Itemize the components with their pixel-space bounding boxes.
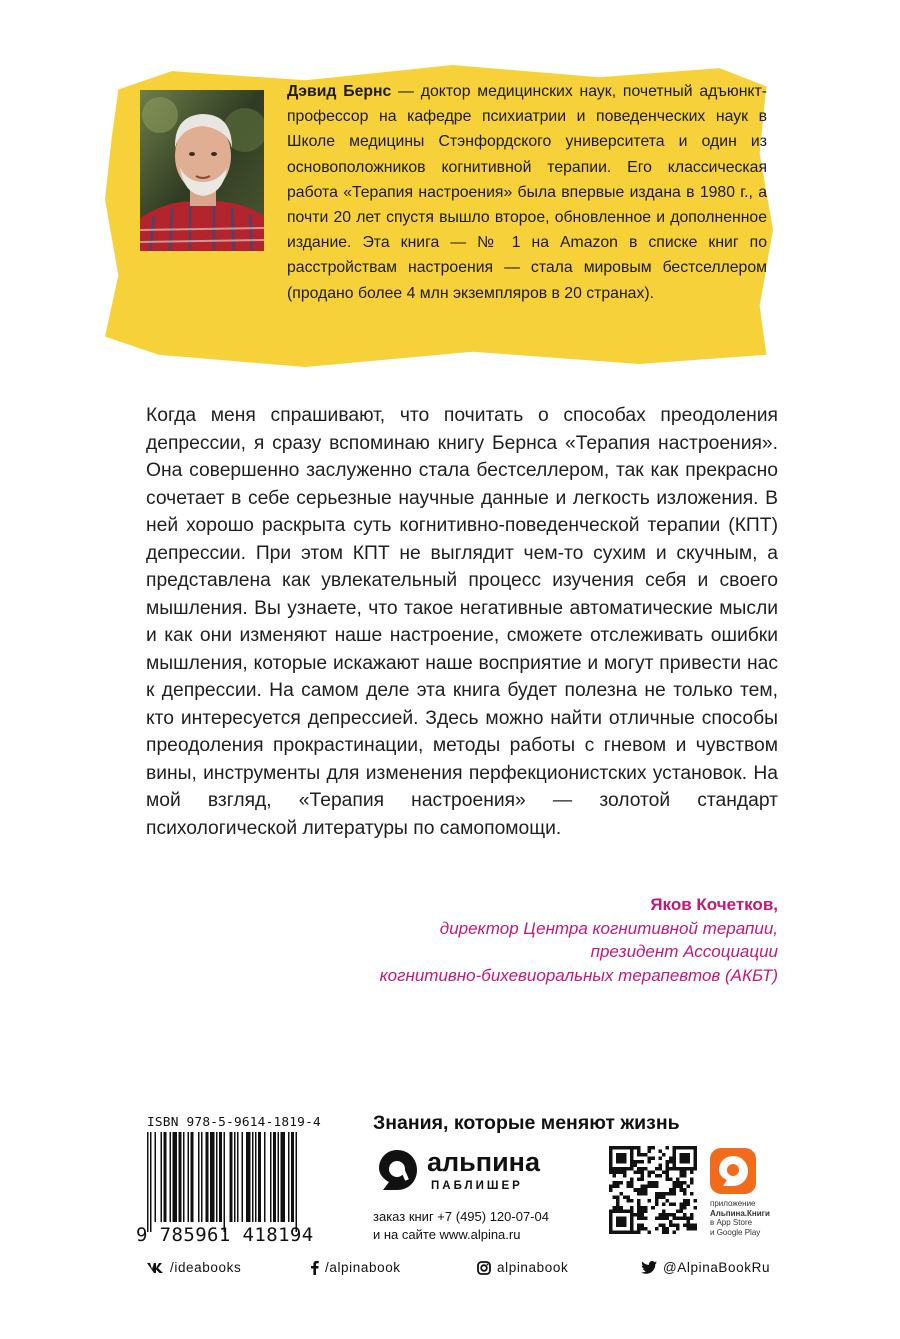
- review-signature: [258, 893, 778, 987]
- social-facebook-label: /alpinabook: [325, 1260, 401, 1275]
- publisher-tagline: Знания, которые меняют жизнь: [373, 1112, 680, 1134]
- vk-icon: [146, 1262, 164, 1274]
- social-vk-label: /ideabooks: [170, 1260, 242, 1275]
- instagram-icon: [477, 1261, 491, 1275]
- twitter-icon: [641, 1261, 657, 1274]
- social-instagram-label: alpinabook: [497, 1260, 569, 1275]
- app-store-note: [710, 1199, 790, 1237]
- app-line-3: в App Store: [710, 1218, 753, 1227]
- app-line-4: и Google Play: [710, 1227, 761, 1237]
- reviewer-role-1: директор Центра когнитивной терапии,: [439, 918, 778, 938]
- qr-code: [609, 1146, 697, 1234]
- order-site: и на сайте www.alpina.ru: [373, 1227, 521, 1242]
- publisher-logo-sub: ПАБЛИШЕР: [431, 1180, 523, 1192]
- publisher-logo-word: альпина: [427, 1147, 540, 1177]
- reviewer-role-2: президент Ассоциации: [590, 942, 778, 961]
- social-facebook[interactable]: [310, 1260, 401, 1275]
- author-name: Дэвид Бернс: [287, 83, 392, 100]
- social-instagram[interactable]: [477, 1260, 568, 1275]
- social-vk[interactable]: [146, 1260, 241, 1275]
- social-twitter-label: @AlpinaBookRu: [663, 1260, 771, 1275]
- app-line-2: Альпина.Книги: [710, 1208, 770, 1218]
- barcode: [147, 1132, 361, 1232]
- author-photo: [140, 90, 264, 251]
- review-quote: Когда меня спрашивают, что почитать о способах преодоления депрессии, я сразу вспоминаю книгу Бернса «Терапия настроения». Она совершенно заслуженно стала бестселлером, так как прекрасно сочетает в себе серьезные научные данные и легкость изложения. В ней хорошо раскрыта суть когнитивно-поведенческой терапии (КПТ) депрессии. При этом КПТ не выглядит чем-то сухим и скучным, а представлена как увлекательный процесс изучения себя и своего мышления. Вы узнаете, что такое негативные автоматические мысли и как они изменяют наше настроение, сможете отслеживать ошибки мышления, которые искажают наше восприятие и могут привести нас к депрессии. На самом деле эта книга будет полезна не только тем, кто интересуется депрессией. Здесь можно найти отличные способы преодоления прокрастинации, методы работы с гневом и чувством вины, инструменты для изменения перфекционистских установок. На мой взгляд, «Терапия настроения» — золотой стандарт психологической литературы по самопомощи.: [146, 405, 778, 839]
- reviewer-role-3: когнитивно-бихевиоральных терапевтов (АКБТ): [379, 965, 778, 985]
- publisher-logo-mark: [373, 1146, 421, 1194]
- barcode-digits: 9 785961 418194: [136, 1224, 314, 1246]
- reviewer-name: Яков Кочетков,: [650, 895, 778, 914]
- app-line-1: приложение: [710, 1199, 756, 1208]
- isbn-label: ISBN 978-5-9614-1819-4: [147, 1115, 321, 1130]
- order-phone: заказ книг +7 (495) 120-07-04: [373, 1209, 549, 1224]
- author-bio-text: — доктор медицинских наук, почетный адъюнкт-профессор на кафедре психиатрии и поведенческих наук в Школе медицины Стэнфордского университета и один из основоположников когнитивной терапии. Его классическая работа «Терапия настроения» была впервые издана в 1980 г., а почти 20 лет спустя вышло второе, обновленное и дополненное издание. Эта книга — № 1 на Amazon в списке книг по расстройствам настроения — стала мировым бестселлером (продано более 4 млн экземпляров в 20 странах).: [287, 83, 768, 302]
- social-twitter[interactable]: [641, 1260, 770, 1275]
- facebook-icon: [310, 1260, 319, 1275]
- author-bio: [287, 79, 767, 306]
- app-icon: [710, 1148, 756, 1194]
